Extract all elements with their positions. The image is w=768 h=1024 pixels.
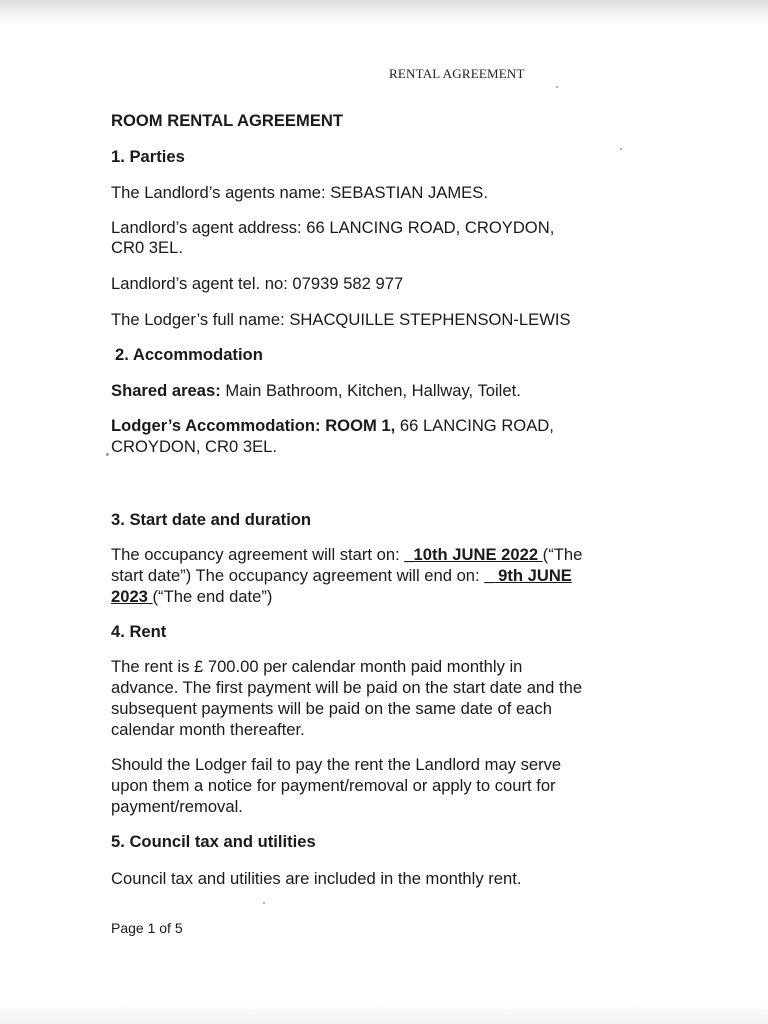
lodger-accommodation-line2: CROYDON, CR0 3EL. [111, 437, 277, 456]
agent-address-line1: Landlord’s agent address: 66 LANCING ROAD, CROYDON, [111, 218, 555, 237]
start-date: _10th JUNE 2022 [404, 545, 543, 564]
agent-address-line2: CR0 3EL. [111, 238, 183, 257]
start-line3 [111, 586, 272, 607]
rent-para1-line3: subsequent payments will be paid on the same date of each [111, 699, 552, 718]
section-heading-council: 5. Council tax and utilities [111, 832, 316, 851]
agent-tel: Landlord’s agent tel. no: 07939 582 977 [111, 274, 404, 293]
document-title: ROOM RENTAL AGREEMENT [111, 111, 344, 130]
council-text: Council tax and utilities are included in the monthly rent. [111, 869, 522, 888]
rent-para1-line2: advance. The first payment will be paid on the start date and the [111, 678, 583, 697]
lodger-accommodation-label: Lodger’s Accommodation: ROOM 1, [111, 416, 396, 435]
start-line2 [111, 565, 572, 586]
shared-areas-label: Shared areas: [111, 381, 221, 400]
start-line1-suffix: (“The [542, 545, 583, 564]
end-date-part1: _ 9th JUNE [484, 566, 572, 585]
rent-para1-line1: The rent is £ 700.00 per calendar month paid monthly in [111, 657, 523, 676]
start-line1-prefix: The occupancy agreement will start on: [111, 545, 405, 564]
running-header: RENTAL AGREEMENT [389, 66, 525, 81]
agent-name: The Landlord’s agents name: SEBASTIAN JAMES. [111, 183, 488, 202]
rent-para2-line1: Should the Lodger fail to pay the rent the Landlord may serve [111, 755, 562, 774]
scan-speck [106, 453, 109, 456]
section-heading-start: 3. Start date and duration [111, 510, 312, 529]
rent-para2-line2: upon them a notice for payment/removal or apply to court for [111, 776, 556, 795]
shared-areas-value: Main Bathroom, Kitchen, Hallway, Toilet. [220, 381, 521, 400]
section-heading-rent: 4. Rent [111, 622, 167, 641]
rent-para2-line3: payment/removal. [111, 797, 243, 816]
start-line1 [111, 544, 582, 565]
scan-speck [263, 902, 265, 904]
start-line3-suffix: (“The end date”) [152, 587, 273, 606]
shared-areas [111, 380, 521, 401]
lodger-accommodation-value1: 66 LANCING ROAD, [395, 416, 554, 435]
scan-speck [556, 86, 558, 88]
end-date-part2: 2023 [111, 587, 153, 606]
section-heading-accommodation: 2. Accommodation [115, 345, 263, 364]
scan-speck [620, 148, 622, 150]
lodger-accommodation-line1 [111, 415, 554, 436]
rent-para1-line4: calendar month thereafter. [111, 720, 305, 739]
lodger-name: The Lodger’s full name: SHACQUILLE STEPHENSON-LEWIS [111, 310, 571, 329]
section-heading-parties: 1. Parties [111, 147, 185, 166]
page-number: Page 1 of 5 [111, 920, 183, 936]
start-line2-prefix: start date”) The occupancy agreement will end on: [111, 566, 485, 585]
